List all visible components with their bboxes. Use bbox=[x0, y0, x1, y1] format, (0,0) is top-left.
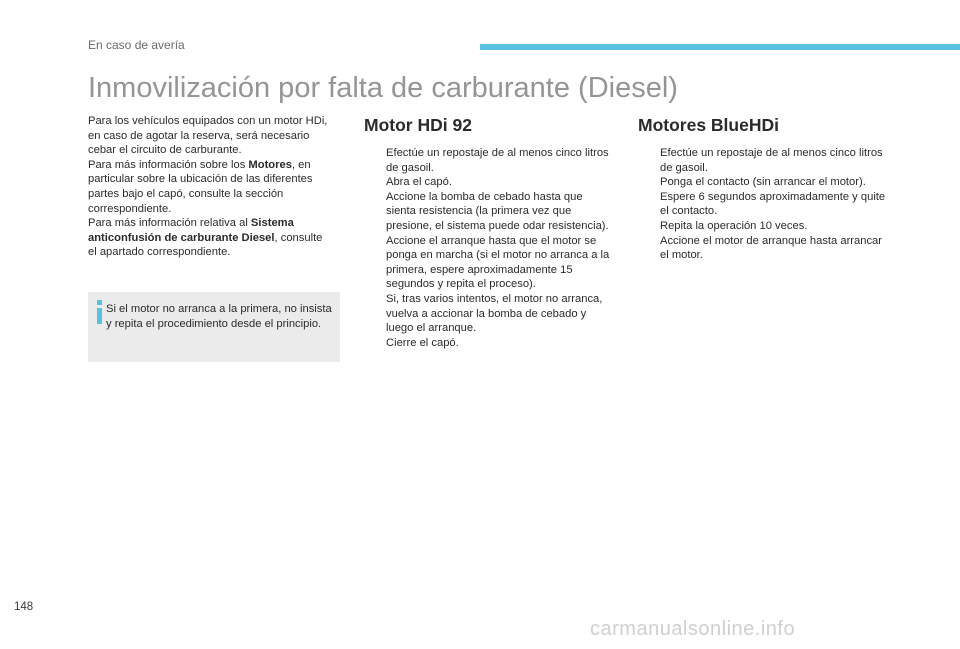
step-item bbox=[364, 336, 614, 351]
step-item bbox=[364, 234, 614, 292]
step-text: Ponga el contacto (sin arrancar el motor). bbox=[660, 176, 866, 189]
step-item bbox=[638, 146, 888, 175]
intro-p2-bold: Motores bbox=[248, 158, 292, 171]
step-text: Cierre el capó. bbox=[386, 336, 459, 349]
intro-paragraph-2 bbox=[88, 158, 333, 216]
step-text: Efectúe un repostaje de al menos cinco litros de gasoil. bbox=[660, 147, 883, 174]
step-text: Efectúe un repostaje de al menos cinco litros de gasoil. bbox=[386, 147, 609, 174]
intro-p2-text: Para más información sobre los bbox=[88, 158, 249, 171]
note-text: Si el motor no arranca a la primera, no insista y repita el procedimiento desde el principio. bbox=[106, 303, 332, 330]
bluehdi-steps bbox=[638, 146, 888, 263]
bluehdi-column bbox=[638, 114, 888, 263]
step-item bbox=[638, 190, 888, 219]
step-item bbox=[638, 234, 888, 263]
info-icon bbox=[96, 300, 103, 324]
intro-paragraph-3 bbox=[88, 216, 333, 260]
bluehdi-heading: Motores BlueHDi bbox=[638, 115, 779, 135]
step-text: Accione el arranque hasta que el motor se ponga en marcha (si el motor no arranca a la primera, espere aproximadamente 15 segundos y repita el proceso). bbox=[386, 234, 610, 291]
step-text: Accione el motor de arranque hasta arrancar el motor. bbox=[660, 234, 883, 262]
step-text: Abra el capó. bbox=[386, 176, 452, 189]
step-text: Accione la bomba de cebado hasta que sienta resistencia (la primera vez que presione, el sistema puede odar resistencia). bbox=[386, 190, 609, 232]
note-box bbox=[88, 292, 340, 362]
hdi92-column bbox=[364, 114, 614, 350]
step-text: Repita la operación 10 veces. bbox=[660, 219, 808, 232]
intro-p3-bold: Sistema anticonfusión de carburante Diesel bbox=[88, 217, 294, 244]
intro-column bbox=[88, 114, 333, 260]
step-item bbox=[364, 190, 614, 234]
hdi92-heading: Motor HDi 92 bbox=[364, 115, 472, 135]
step-item bbox=[638, 219, 888, 234]
intro-p2-text-end: , en particular sobre la ubicación de las diferentes partes bajo el capó, consulte la sección correspondiente. bbox=[88, 158, 313, 215]
page-title: Inmovilización por falta de carburante (Diesel) bbox=[88, 72, 678, 104]
step-item bbox=[364, 146, 614, 175]
intro-p3-text-end: , consulte el apartado correspondiente. bbox=[88, 231, 323, 259]
watermark: carmanualsonline.info bbox=[590, 618, 796, 640]
step-item bbox=[364, 292, 614, 336]
intro-paragraph-1: Para los vehículos equipados con un motor HDi, en caso de agotar la reserva, será necesario cebar el circuito de carburante. bbox=[88, 115, 328, 157]
section-label: En caso de avería bbox=[88, 38, 185, 52]
page-number: 148 bbox=[14, 601, 34, 613]
header-accent-bar bbox=[480, 44, 960, 50]
step-item bbox=[638, 175, 888, 190]
intro-p3-text: Para más información relativa al bbox=[88, 217, 251, 230]
step-text: Espere 6 segundos aproximadamente y quite el contacto. bbox=[660, 190, 886, 218]
step-item bbox=[364, 175, 614, 190]
hdi92-steps bbox=[364, 146, 614, 350]
step-text: Si, tras varios intentos, el motor no arranca, vuelva a accionar la bomba de cebado y luego el arranque. bbox=[386, 292, 603, 335]
